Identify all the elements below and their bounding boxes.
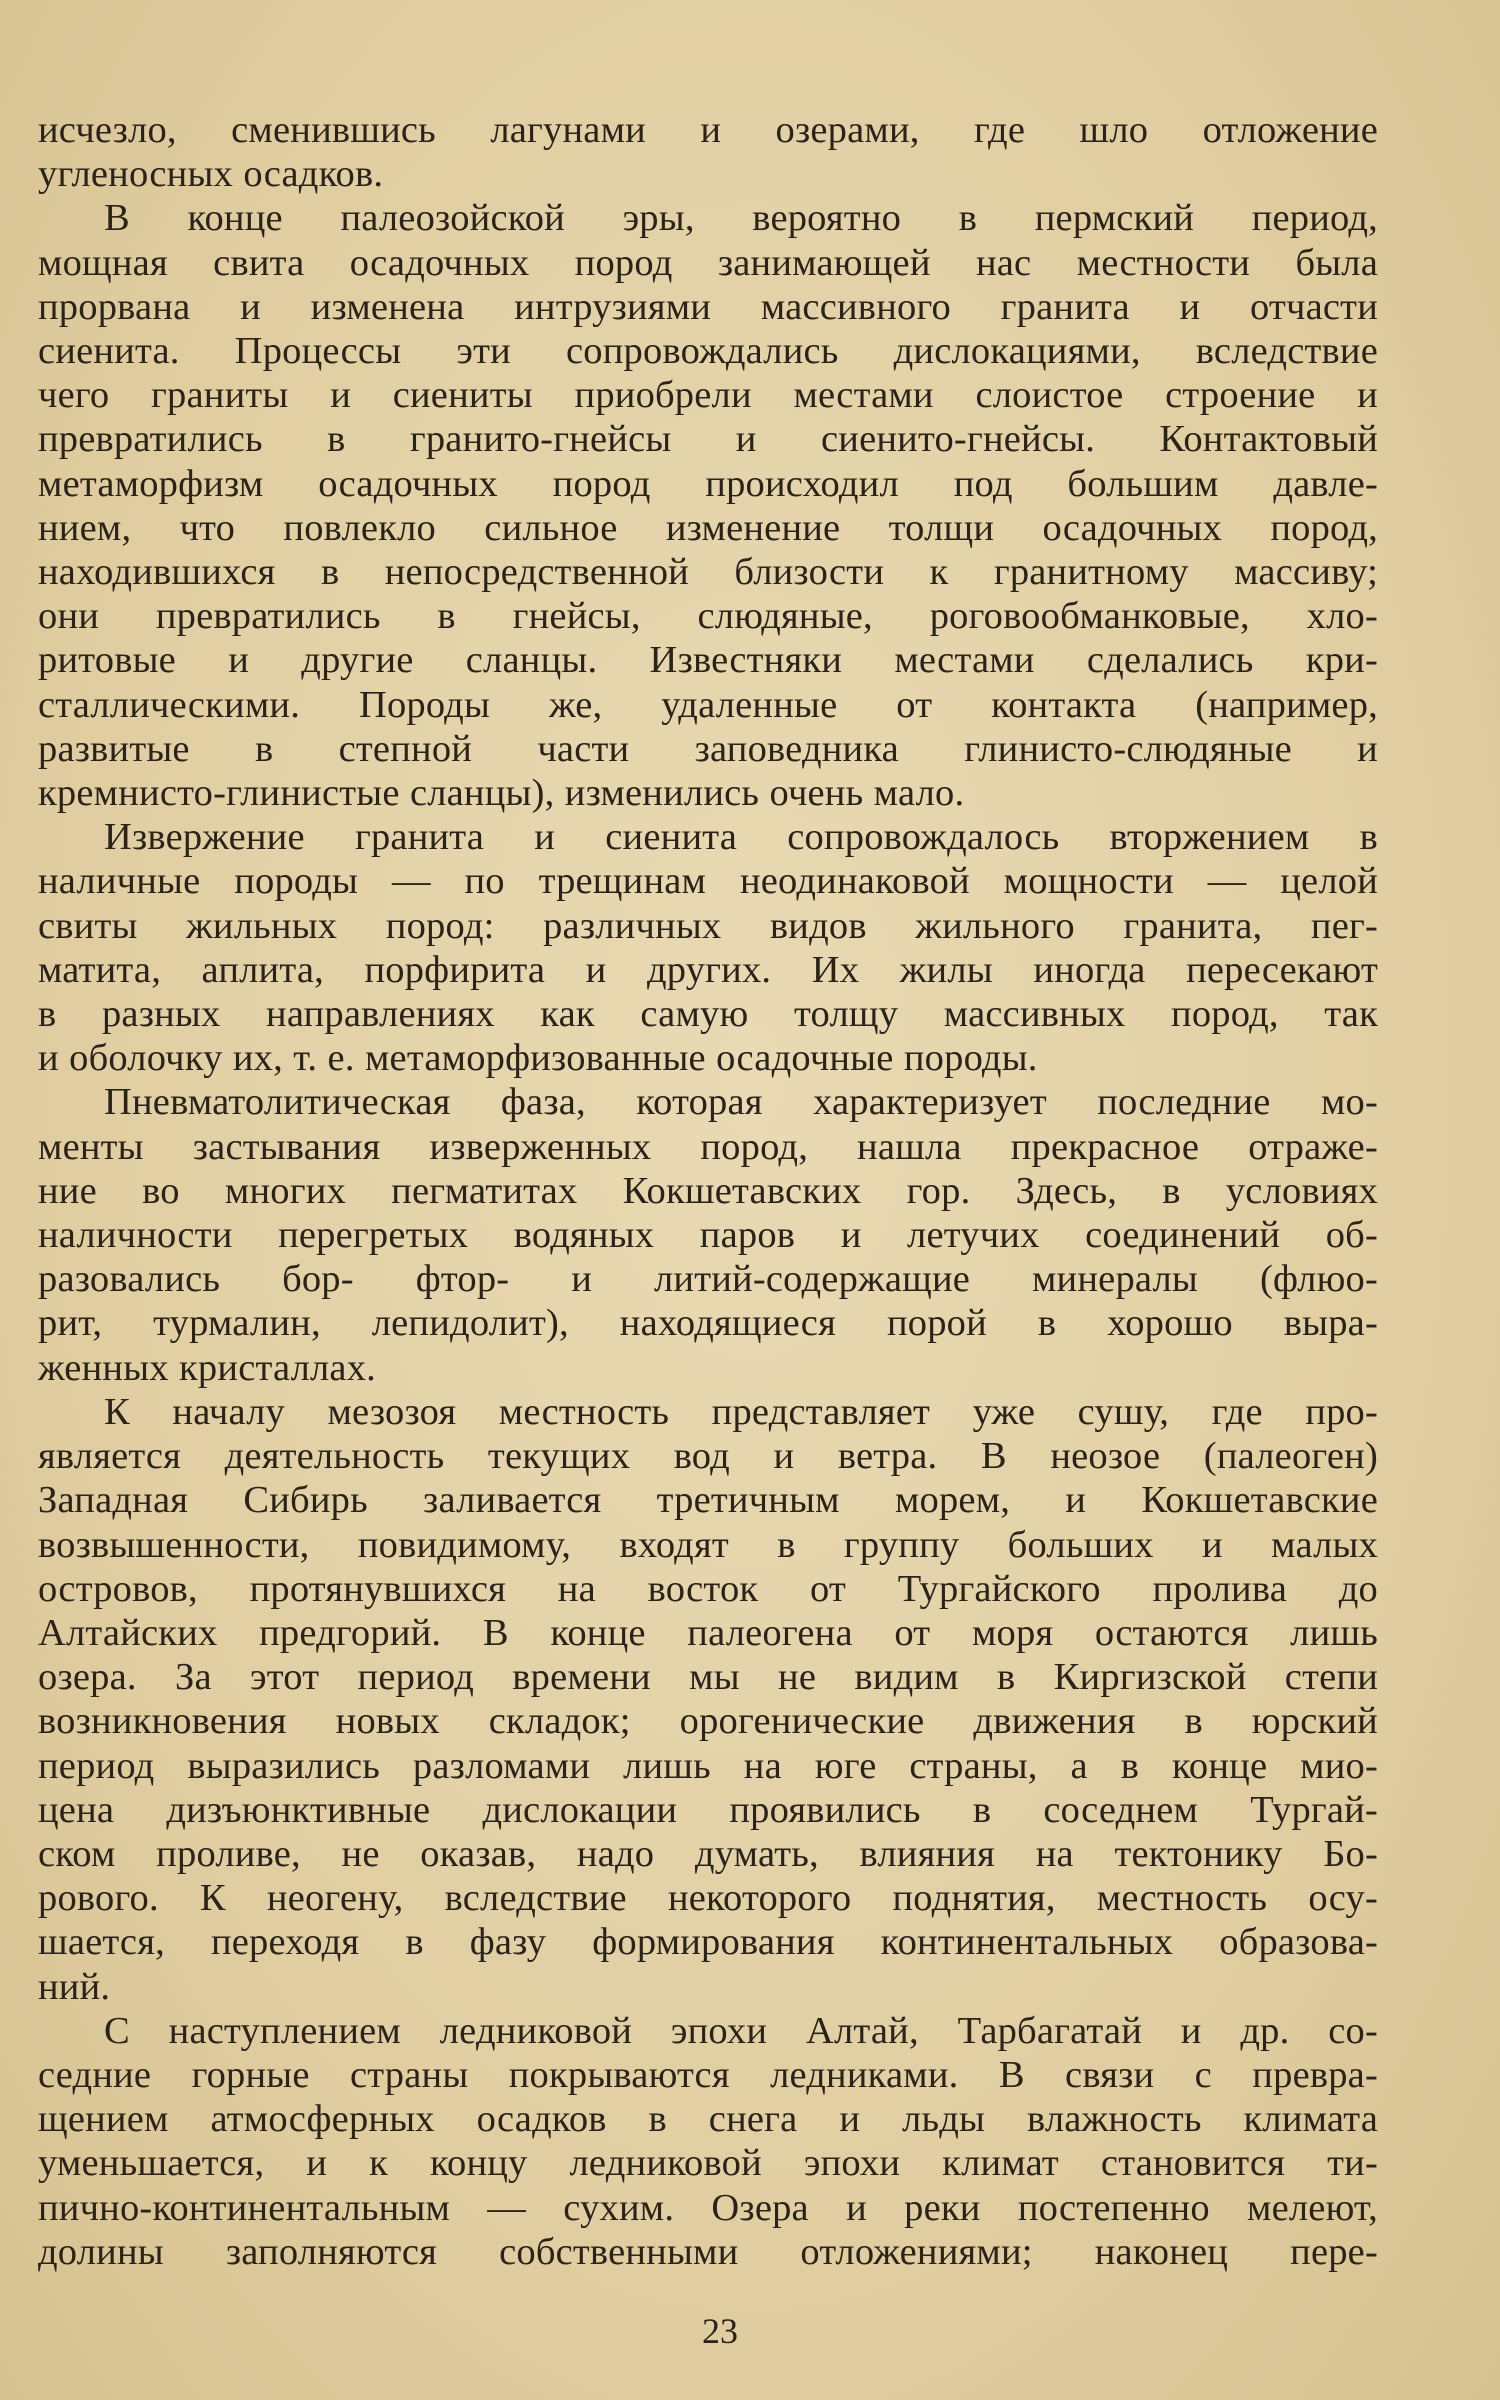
text-line: в разных направлениях как самую толщу массивных пород, так [38, 993, 1378, 1036]
paragraph [38, 196, 1378, 815]
text-line: К началу мезозоя местность представляет уже сушу, где про- [104, 1390, 1378, 1433]
paragraph [38, 1080, 1378, 1389]
text-line: Извержение гранита и сиенита сопровождалось вторжением в [104, 816, 1378, 859]
text-line: находившихся в непосредственной близости к гранитному массиву; [38, 551, 1378, 594]
text-line: ние во многих пегматитах Кокшетавских гор. Здесь, в условиях [38, 1169, 1378, 1212]
text-line: долины заполняются собственными отложениями; наконец пере- [38, 2230, 1378, 2273]
text-line: свиты жильных пород: различных видов жильного гранита, пег- [38, 904, 1378, 947]
text-line: прорвана и изменена интрузиями массивного гранита и отчасти [38, 285, 1378, 328]
text-line: щением атмосферных осадков в снега и льды влажность климата [38, 2098, 1378, 2141]
text-line: матита, аплита, порфирита и других. Их жилы иногда пересекают [38, 948, 1378, 991]
text-line: сталлическими. Породы же, удаленные от контакта (например, [38, 683, 1378, 726]
text-line: ском проливе, не оказав, надо думать, влияния на тектонику Бо- [38, 1832, 1378, 1875]
paragraph [38, 2009, 1378, 2274]
text-line: рового. К неогену, вследствие некоторого поднятия, местность осу- [38, 1877, 1378, 1920]
text-line: женных кристаллах. [38, 1346, 376, 1389]
text-line: возвышенности, повидимому, входят в группу больших и малых [38, 1523, 1378, 1566]
text-line: сиенита. Процессы эти сопровождались дислокациями, вследствие [38, 330, 1378, 373]
text-line: наличности перегретых водяных паров и летучих соединений об- [38, 1214, 1378, 1257]
text-line: седние горные страны покрываются ледниками. В связи с превра- [38, 2053, 1378, 2096]
text-line: ритовые и другие сланцы. Известняки местами сделались кри- [38, 639, 1378, 682]
text-line: возникновения новых складок; орогенические движения в юрский [38, 1700, 1378, 1743]
text-line: С наступлением ледниковой эпохи Алтай, Тарбагатай и др. со- [104, 2009, 1378, 2052]
text-line: и оболочку их, т. е. метаморфизованные осадочные породы. [38, 1037, 1038, 1080]
text-line: пично-континентальным — сухим. Озера и реки постепенно мелеют, [38, 2186, 1378, 2229]
text-line: менты застывания изверженных пород, нашла прекрасное отраже- [38, 1125, 1378, 1168]
text-line: озера. За этот период времени мы не видим в Киргизской степи [38, 1656, 1378, 1699]
text-line: цена дизъюнктивные дислокации проявились в соседнем Тургай- [38, 1788, 1378, 1831]
paragraph [38, 815, 1378, 1080]
text-line: островов, протянувшихся на восток от Тургайского пролива до [38, 1567, 1378, 1610]
text-line: кремнисто-глинистые сланцы), изменились очень мало. [38, 772, 965, 815]
text-line: чего граниты и сиениты приобрели местами слоистое строение и [38, 374, 1378, 417]
page-number: 23 [702, 2311, 738, 2351]
text-line: разовались бор- фтор- и литий-содержащие минералы (флюо- [38, 1258, 1378, 1301]
text-line: нием, что повлекло сильное изменение толщи осадочных пород, [38, 506, 1378, 549]
text-line: они превратились в гнейсы, слюдяные, роговообманковые, хло- [38, 595, 1378, 638]
text-line: уменьшается, и к концу ледниковой эпохи климат становится ти- [38, 2142, 1378, 2185]
text-line: метаморфизм осадочных пород происходил под большим давле- [38, 462, 1378, 505]
text-line: Западная Сибирь заливается третичным морем, и Кокшетавские [38, 1479, 1378, 1522]
text-line: Алтайских предгорий. В конце палеогена от моря остаются лишь [38, 1611, 1378, 1654]
text-line: рит, турмалин, лепидолит), находящиеся порой в хорошо выра- [38, 1302, 1378, 1345]
text-line: шается, переходя в фазу формирования континентальных образова- [38, 1921, 1378, 1964]
text-line: период выразились разломами лишь на юге страны, а в конце мио- [38, 1744, 1378, 1787]
page-body [38, 108, 1378, 2274]
text-line: развитые в степной части заповедника глинисто-слюдяные и [38, 727, 1378, 770]
text-line: является деятельность текущих вод и ветра. В неозое (палеоген) [38, 1435, 1378, 1478]
text-line: превратились в гранито-гнейсы и сиенито-гнейсы. Контактовый [38, 418, 1378, 461]
text-line: ний. [38, 1965, 111, 2008]
text-line: В конце палеозойской эры, вероятно в пермский период, [104, 197, 1378, 240]
text-line: наличные породы — по трещинам неодинаковой мощности — целой [38, 860, 1378, 903]
paragraph [38, 108, 1378, 196]
paragraph [38, 1390, 1378, 2009]
text-line: угленосных осадков. [38, 153, 384, 196]
text-line: мощная свита осадочных пород занимающей нас местности была [38, 241, 1378, 284]
text-line: Пневматолитическая фаза, которая характеризует последние мо- [104, 1081, 1378, 1124]
text-line: исчезло, сменившись лагунами и озерами, где шло отложение [38, 109, 1378, 151]
